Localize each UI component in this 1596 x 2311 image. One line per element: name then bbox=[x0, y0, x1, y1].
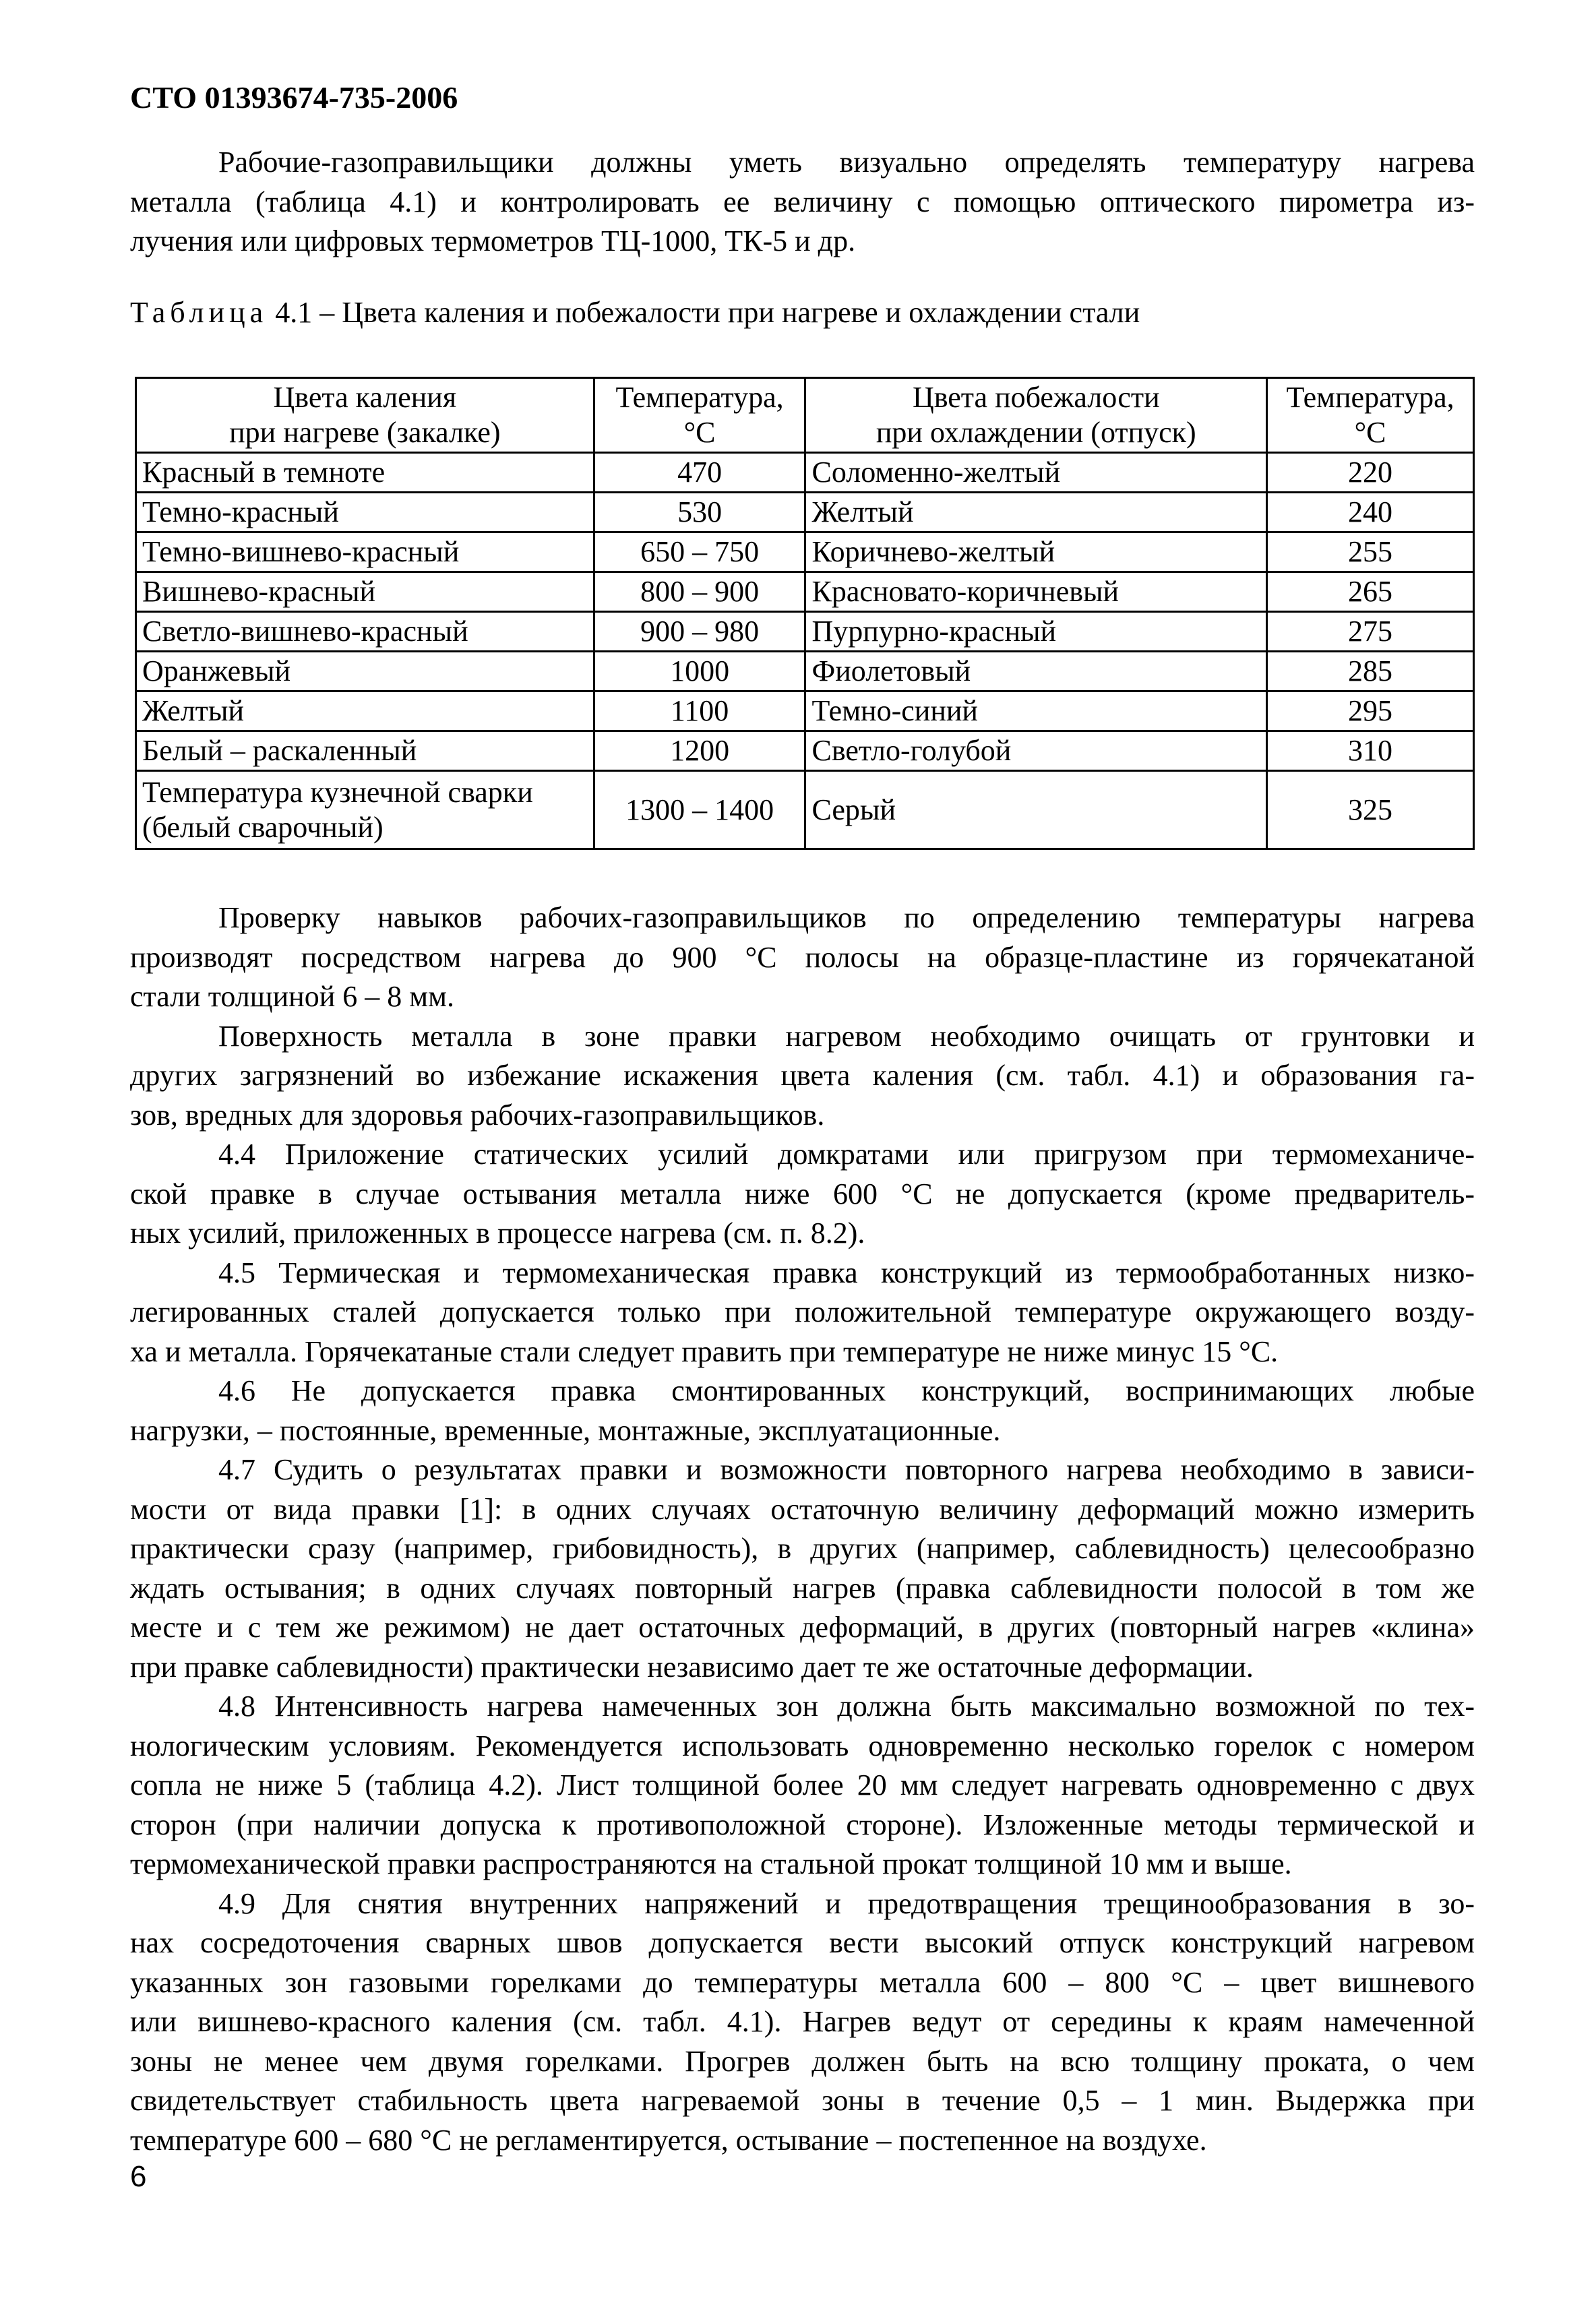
table-cell: 530 bbox=[594, 493, 805, 532]
table-cell: Фиолетовый bbox=[805, 652, 1267, 691]
paragraph bbox=[130, 1372, 1475, 1450]
paragraph-line: 4.8 Интенсивность нагрева намеченных зон должна быть максимально возможной по тех- bbox=[218, 1690, 1475, 1723]
table-header-cell bbox=[805, 378, 1267, 453]
table-cell: 255 bbox=[1267, 532, 1474, 572]
paragraph-line: производят посредством нагрева до 900 °С полосы на образце-пластине из горячекатаной bbox=[130, 940, 1475, 974]
paragraph-line: практически сразу (например, грибовидность), в других (например, саблевидность) целесообразно bbox=[130, 1532, 1475, 1565]
table-cell: Красновато-коричневый bbox=[805, 572, 1267, 612]
table-cell: Белый – раскаленный bbox=[136, 731, 594, 771]
table-cell: Вишнево-красный bbox=[136, 572, 594, 612]
table-cell: 900 – 980 bbox=[594, 612, 805, 652]
paragraph-line: ных усилий, приложенных в процессе нагрева (см. п. 8.2). bbox=[130, 1216, 865, 1250]
paragraph-line: других загрязнений во избежание искажения цвета каления (см. табл. 4.1) и образования га- bbox=[130, 1059, 1475, 1092]
table-header-line: °С bbox=[683, 416, 716, 449]
table-cell: Желтый bbox=[136, 691, 594, 731]
table-header-line: при охлаждении (отпуск) bbox=[876, 416, 1196, 449]
paragraph bbox=[130, 1884, 1475, 2161]
table-cell: Темно-красный bbox=[136, 493, 594, 532]
paragraph bbox=[130, 1135, 1475, 1254]
table-cell: 1200 bbox=[594, 731, 805, 771]
table-cell: Пурпурно-красный bbox=[805, 612, 1267, 652]
table-cell: 275 bbox=[1267, 612, 1474, 652]
table-cell: Темно-синий bbox=[805, 691, 1267, 731]
table-header-line: Цвета каления bbox=[273, 381, 457, 414]
paragraph-line: ха и металла. Горячекатаные стали следует править при температуре не ниже минус 15 °С. bbox=[130, 1334, 1279, 1368]
table-cell: 650 – 750 bbox=[594, 532, 805, 572]
paragraph-line: месте и с тем же режимом) не дает остаточных деформаций, в других (повторный нагрев «клина» bbox=[130, 1611, 1475, 1644]
table-cell: Светло-вишнево-красный bbox=[136, 612, 594, 652]
table-cell: Серый bbox=[805, 771, 1267, 849]
table-header-cell bbox=[136, 378, 594, 453]
table-row bbox=[136, 453, 1474, 493]
table-cell: 265 bbox=[1267, 572, 1474, 612]
paragraph-line: мости от вида правки [1]: в одних случаях остаточную величину деформаций можно измерить bbox=[130, 1492, 1475, 1526]
paragraph-line: температуре 600 – 680 °С не регламентируется, остывание – постепенное на воздухе. bbox=[130, 2123, 1207, 2157]
paragraph bbox=[130, 143, 1475, 261]
paragraph bbox=[130, 1687, 1475, 1884]
paragraph-line: 4.4 Приложение статических усилий домкратами или пригрузом при термомеханиче- bbox=[218, 1138, 1475, 1171]
table-cell: Красный в темноте bbox=[136, 453, 594, 493]
table-cell: Желтый bbox=[805, 493, 1267, 532]
table-header-line: при нагреве (закалке) bbox=[229, 416, 501, 449]
table-cell: 470 bbox=[594, 453, 805, 493]
paragraph-line: 4.7 Судить о результатах правки и возможности повторного нагрева необходимо в зависи- bbox=[218, 1453, 1475, 1486]
table-header-line: Температура, bbox=[615, 381, 784, 414]
paragraph-line: нагрузки, – постоянные, временные, монтажные, эксплуатационные. bbox=[130, 1413, 1001, 1447]
paragraph-line: зоны не менее чем двумя горелками. Прогрев должен быть на всю толщину проката, о чем bbox=[130, 2044, 1475, 2078]
table-cell: 1300 – 1400 bbox=[594, 771, 805, 849]
paragraph-line: Рабочие-газоправильщики должны уметь визуально определять температуру нагрева bbox=[218, 146, 1475, 179]
table-cell: Темно-вишнево-красный bbox=[136, 532, 594, 572]
paragraph-line: термомеханической правки распространяются на стальной прокат толщиной 10 мм и выше. bbox=[130, 1847, 1292, 1880]
paragraph-line: ждать остывания; в одних случаях повторный нагрев (правка саблевидности полосой в том же bbox=[130, 1571, 1475, 1605]
table-cell: 1100 bbox=[594, 691, 805, 731]
paragraph-line: сторон (при наличии допуска к противоположной стороне). Изложенные методы термической и bbox=[130, 1808, 1475, 1841]
document-code: СТО 01393674-735-2006 bbox=[130, 80, 458, 115]
table-caption-text: 4.1 – Цвета каления и побежалости при нагреве и охлаждении стали bbox=[268, 296, 1140, 329]
body-paragraphs bbox=[130, 898, 1475, 2160]
table-cell: 1000 bbox=[594, 652, 805, 691]
paragraph bbox=[130, 1017, 1475, 1136]
table-header-line: Температура, bbox=[1286, 381, 1454, 414]
table-row bbox=[136, 691, 1474, 731]
table-header-line: °С bbox=[1354, 416, 1386, 449]
table-header-cell bbox=[1267, 378, 1474, 453]
table-row bbox=[136, 532, 1474, 572]
table-row bbox=[136, 771, 1474, 849]
paragraph-line: стали толщиной 6 – 8 мм. bbox=[130, 980, 454, 1013]
paragraph-line: лучения или цифровых термометров ТЦ-1000, ТК-5 и др. bbox=[130, 224, 856, 257]
table-row bbox=[136, 493, 1474, 532]
paragraph-line: 4.6 Не допускается правка смонтированных конструкций, воспринимающих любые bbox=[218, 1374, 1475, 1407]
table-cell: 325 bbox=[1267, 771, 1474, 849]
table-cell: 800 – 900 bbox=[594, 572, 805, 612]
paragraph-line: Проверку навыков рабочих-газоправильщиков по определению температуры нагрева bbox=[218, 901, 1475, 934]
table-row bbox=[136, 572, 1474, 612]
paragraph-line: легированных сталей допускается только при положительной температуре окружающего возду- bbox=[130, 1295, 1475, 1328]
intro-paragraph bbox=[130, 143, 1475, 261]
paragraph bbox=[130, 1254, 1475, 1372]
paragraph-line: при правке саблевидности) практически независимо дает те же остаточные деформации. bbox=[130, 1650, 1254, 1684]
table-cell: 285 bbox=[1267, 652, 1474, 691]
paragraph-line: металла (таблица 4.1) и контролировать ее величину с помощью оптического пирометра из- bbox=[130, 185, 1475, 218]
table-row bbox=[136, 731, 1474, 771]
paragraph-line: или вишнево-красного каления (см. табл. 4.1). Нагрев ведут от середины к краям намеченной bbox=[130, 2005, 1475, 2038]
table-cell: Оранжевый bbox=[136, 652, 594, 691]
table-cell: Коричнево-желтый bbox=[805, 532, 1267, 572]
table-row bbox=[136, 612, 1474, 652]
table-cell: 310 bbox=[1267, 731, 1474, 771]
paragraph-line: 4.9 Для снятия внутренних напряжений и предотвращения трещинообразования в зо- bbox=[218, 1886, 1475, 1920]
paragraph bbox=[130, 898, 1475, 1017]
table-cell: Температура кузнечной сварки (белый сварочный) bbox=[136, 771, 594, 849]
paragraph-line: 4.5 Термическая и термомеханическая правка конструкций из термообработанных низко- bbox=[218, 1256, 1475, 1289]
paragraph-line: указанных зон газовыми горелками до температуры металла 600 – 800 °С – цвет вишневого bbox=[130, 1965, 1475, 1999]
heat-colors-table bbox=[135, 377, 1475, 850]
table-header-line: Цвета побежалости bbox=[912, 381, 1160, 414]
paragraph bbox=[130, 1450, 1475, 1687]
table-caption-label: Таблица bbox=[130, 296, 268, 329]
paragraph-line: нах сосредоточения сварных швов допускается вести высокий отпуск конструкций нагревом bbox=[130, 1926, 1475, 1959]
table-cell: Соломенно-желтый bbox=[805, 453, 1267, 493]
table-cell: 295 bbox=[1267, 691, 1474, 731]
table-header-cell bbox=[594, 378, 805, 453]
paragraph-line: зов, вредных для здоровья рабочих-газоправильщиков. bbox=[130, 1098, 825, 1132]
table-header-row bbox=[136, 378, 1474, 453]
paragraph-line: нологическим условиям. Рекомендуется использовать одновременно несколько горелок с номером bbox=[130, 1729, 1475, 1762]
paragraph-line: Поверхность металла в зоне правки нагревом необходимо очищать от грунтовки и bbox=[218, 1019, 1475, 1053]
paragraph-line: сопла не ниже 5 (таблица 4.2). Лист толщиной более 20 мм следует нагревать одновременно с двух bbox=[130, 1768, 1475, 1801]
page-number: 6 bbox=[130, 2160, 147, 2193]
table-cell: 220 bbox=[1267, 453, 1474, 493]
table-cell: Светло-голубой bbox=[805, 731, 1267, 771]
table-caption bbox=[130, 295, 1140, 330]
paragraph-line: ской правке в случае остывания металла ниже 600 °С не допускается (кроме предваритель- bbox=[130, 1177, 1475, 1210]
paragraph-line: свидетельствует стабильность цвета нагреваемой зоны в течение 0,5 – 1 мин. Выдержка при bbox=[130, 2084, 1475, 2117]
table-row bbox=[136, 652, 1474, 691]
table-cell: 240 bbox=[1267, 493, 1474, 532]
